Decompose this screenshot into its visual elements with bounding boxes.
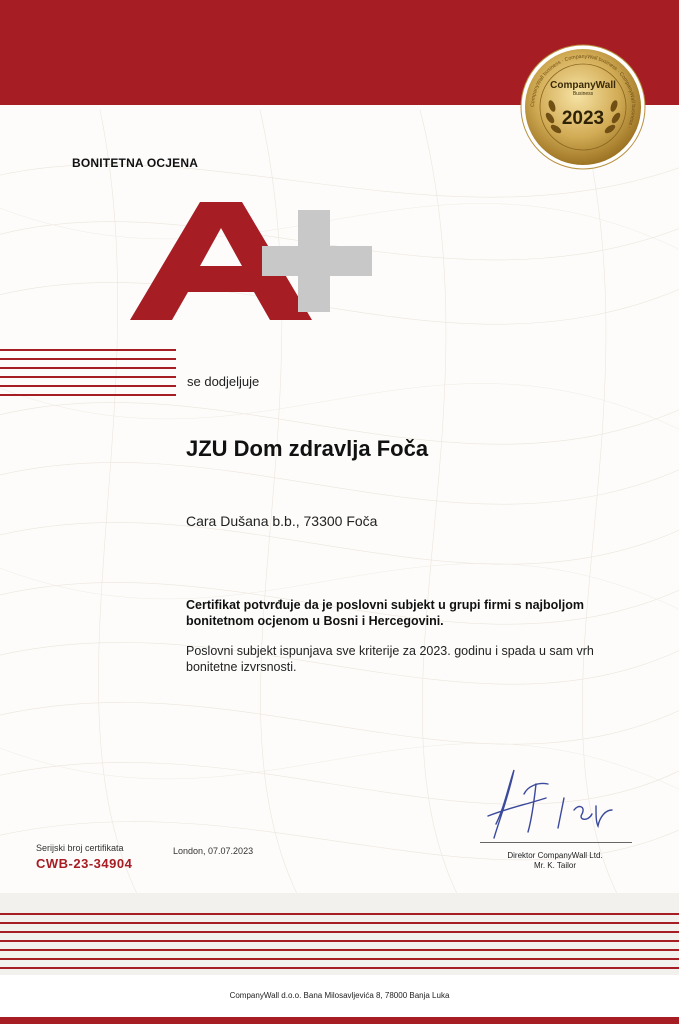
a-plus-logo [130, 200, 380, 325]
serial-label: Serijski broj certifikata [36, 843, 124, 853]
rating-label: BONITETNA OCJENA [72, 156, 199, 170]
seal-brand: CompanyWall [550, 80, 616, 91]
company-address: Cara Dušana b.b., 73300 Foča [186, 513, 378, 529]
footer-address: CompanyWall d.o.o. Bana Milosavljevića 8, 78000 Banja Luka [229, 991, 450, 1000]
award-seal-icon [520, 44, 646, 170]
director-title: Direktor CompanyWall Ltd. [507, 851, 603, 860]
handwritten-signature [478, 758, 628, 846]
left-stripes [0, 349, 176, 397]
signature-line [480, 842, 632, 843]
director-name: Mr. K. Tailor [533, 861, 577, 870]
issue-date: London, 07.07.2023 [173, 846, 254, 856]
bottom-stripes [0, 893, 679, 1024]
seal-subtitle: Business [572, 91, 594, 97]
seal-ring-text: CompanyWall business · CompanyWall business · CompanyWall business · [529, 53, 637, 130]
certificate-statement: Certifikat potvrđuje da je poslovni subjekt u grupi firmi s najboljom bonitetnom ocjenom u Bosni i Hercegovini. [186, 598, 584, 628]
serial-number: CWB-23-34904 [36, 856, 133, 871]
seal-year: 2023 [561, 108, 605, 129]
awarded-text: se dodjeljuje [187, 374, 260, 389]
criteria-text: Poslovni subjekt ispunjava sve kriterije za 2023. godinu i spada u sam vrh bonitetne izvrsnosti. [186, 644, 594, 674]
company-name: JZU Dom zdravlja Foča [186, 436, 429, 461]
